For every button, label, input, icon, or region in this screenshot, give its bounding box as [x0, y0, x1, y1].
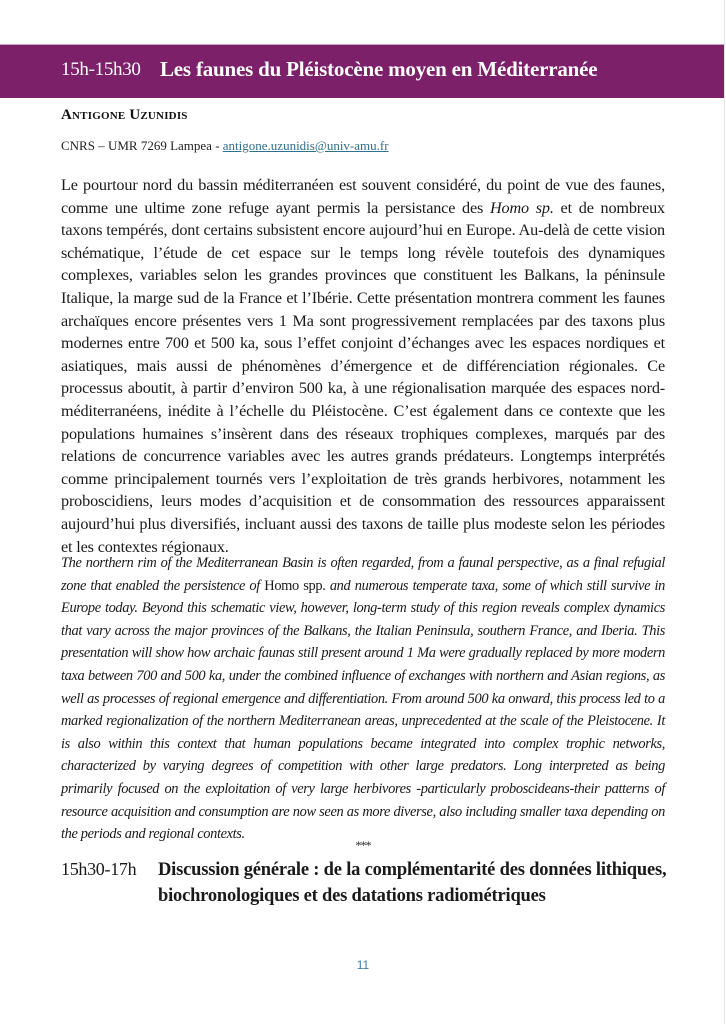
session-title: Les faunes du Pléistocène moyen en Méditerranée: [160, 57, 598, 81]
abstract-fr-part1: Le pourtour nord du bassin méditerranéen est souvent considéré, du point de vue des faunes, comme une ultime zone refuge ayant permis la persistance des: [61, 176, 665, 217]
abstract-en-upright-term: Homo spp.: [264, 577, 326, 594]
session-time: 15h-15h30: [61, 59, 141, 80]
abstract-fr-italic-term: Homo sp.: [489, 198, 554, 217]
discussion-title: Discussion générale : de la complémentarité des données lithiques, biochronologiques et des datations radiométriques: [158, 860, 667, 906]
abstract-en-part2: and numerous temperate taxa, some of which still survive in Europe today. Beyond this schematic view, however, long-term study of this region reveals complex dynamics that vary across the major provinces of the Balkans, the Italian Peninsula, southern France, and Iberia. This presentation will show how archaic faunas still present around 1 Ma were gradually replaced by more modern taxa between 700 and 500 ka, under the combined influence of exchanges with northern and Asian regions, as well as processes of regional emergence and differentiation. From around 500 ka onward, this process led to a marked regionalization of the northern Mediterranean areas, unprecedented at the scale of the Pleistocene. It is also within this context that human populations became integrated into complex trophic networks, characterized by varying degrees of competition with other large predators. Long interpreted as being primarily focused on the exploitation of very large herbivores -particularly proboscideans-their patterns of resource acquisition and consumption are now seen as more diverse, also including smaller taxa depending on the periods and regional contexts.: [61, 577, 666, 843]
discussion-time: 15h30-17h: [61, 859, 137, 879]
abstract-french: [61, 174, 665, 558]
section-separator: ***: [355, 838, 371, 852]
author-affiliation: [61, 138, 389, 154]
affiliation-text: CNRS – UMR 7269 Lampea -: [61, 138, 223, 153]
abstract-english: [61, 552, 665, 846]
abstract-fr-part2: et de nombreux taxons tempérés, dont certains subsistent encore aujourd’hui en Europe. Au-delà de cette vision schématique, l’étude de cet espace sur le temps long révèle toutefois des dynamiques complexes, variables selon les grandes provinces que constituent les Balkans, la péninsule Italique, la marge sud de la France et l’Ibérie. Cette présentation montrera comment les faunes archaïques encore présentes vers 1 Ma sont progressivement remplacées par des taxons plus modernes entre 700 et 500 ka, sous l’effet conjoint d’échanges avec les espaces nordiques et asiatiques, mais aussi de phénomènes d’émergence et de différenciation régionales. Ce processus aboutit, à partir d’environ 500 ka, à une régionalisation marquée des espaces nord-méditerranéens, inédite à l’échelle du Pléistocène. C’est également dans ce contexte que les populations humaines s’insèrent dans des réseaux trophiques complexes, marqués par des relations de concurrence variables avec les autres grands prédateurs. Longtemps interprétés comme principalement tournés vers l’exploitation de très grands herbivores, notamment les proboscidiens, leurs modes d’acquisition et de consommation des ressources apparaissent aujourd’hui plus diversifiés, incluant aussi des taxons de taille plus modeste selon les périodes et les contextes régionaux.: [61, 198, 665, 556]
author-email-link[interactable]: antigone.uzunidis@univ-amu.fr: [222, 138, 389, 153]
page-number: 11: [356, 958, 370, 972]
session-header-bar: [0, 44, 724, 98]
abstract-en-part1: The northern rim of the Mediterranean Basin is often regarded, from a faunal perspective, as a final refugial zone that enabled the persistence of: [61, 555, 665, 594]
author-name: Antigone Uzunidis: [61, 107, 188, 123]
page-edge: [724, 0, 725, 1024]
